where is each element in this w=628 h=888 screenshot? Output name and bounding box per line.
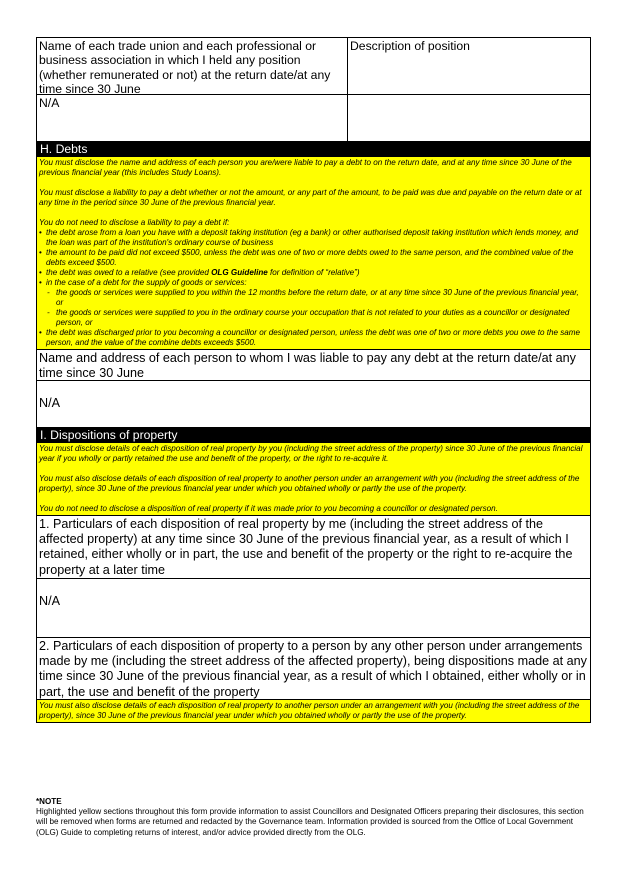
dispositions-q1-value: N/A [39, 594, 60, 608]
olg-guideline-ref: OLG Guideline [211, 268, 268, 277]
debts-dash-2: - the goods or services were supplied to you in the ordinary course your occupation that is not related to your duties as a councillor or designated person, or [39, 308, 588, 328]
debts-question: Name and address of each person to whom I was liable to pay any debt at the return date/at any time since 30 June [39, 351, 576, 381]
debts-exemption-list [39, 228, 588, 348]
debts-bullet-2: • the amount to be paid did not exceed $500, unless the debt was one of two or more debts owed to the same person, and the combined value of the debts exceed $500. [39, 248, 588, 268]
footnote-title: *NOTE [36, 797, 62, 806]
dispositions-note-p3: You do not need to disclose a disposition of real property if it was made prior to you becoming a councillor or designated person. [39, 504, 498, 513]
debts-question-row [36, 350, 591, 381]
dispositions-guidance-note [37, 443, 590, 515]
dispositions-final-note: You must also disclose details of each disposition of real property to another person under an arrangement with you (including the street address of the property), since 30 June of the previous financial year under which you obtained wholly or partly the use of the property. [37, 700, 590, 722]
footnote-text: Highlighted yellow sections throughout this form provide information to assist Councillors and Designated Officers preparing their disclosures, this section will be removed when forms are returned and redacted by the Governance team. Information provided is sourced from the Office of Local Government (OLG) Guide to completing returns of interest, and/or advice provided directly from the OLG. [36, 807, 584, 837]
debts-bullet-1: • the debt arose from a loan you have with a deposit taking institution (eg a bank) or other authorised deposit taking institution which lends money, and the loan was part of the institution's ordinary course of business [39, 228, 588, 248]
dispositions-note-p2: You must also disclose details of each disposition of real property to another person under an arrangement with you (including the street address of the property), since 30 June of the previous financial year under which you obtained wholly or partly the use of the property. [39, 474, 580, 493]
dispositions-final-note-row [36, 700, 591, 723]
debts-guidance-note [37, 157, 590, 349]
union-value-row [36, 95, 591, 142]
dispositions-section [36, 428, 591, 516]
union-col2-header: Description of position [350, 39, 470, 53]
footnote [36, 797, 596, 838]
debts-value: N/A [39, 396, 60, 410]
debts-section [36, 142, 591, 350]
dispositions-heading: I. Dispositions of property [37, 428, 590, 443]
debts-bullet-3: • the debt was owed to a relative (see provided OLG Guideline for definition of “relative”) [39, 268, 588, 278]
dispositions-q2: 2. Particulars of each disposition of property to a person by any other person under arrangements made by me (including the street address of the affected property), being dispositions made at any time since 30 June of the previous financial year, as a result of which I obtained, either wholly or in part, the use and benefit of the property [39, 639, 587, 699]
union-header-row [36, 37, 591, 95]
debts-note-p2: You must disclose a liability to pay a debt whether or not the amount, or any part of the amount, to be paid was due and payable on the return date or at any time in the period since 30 June of the previous financial year. [39, 188, 582, 207]
debts-note-p3: You do not need to disclose a liability to pay a debt if: [39, 218, 230, 227]
debts-heading: H. Debts [37, 142, 590, 157]
dispositions-q2-row [36, 638, 591, 700]
union-position-value [348, 95, 590, 141]
union-col1-header: Name of each trade union and each professional or business association in which I held any position (whether remunerated or not) at the return date/at any time since 30 June [37, 38, 348, 94]
dispositions-q1: 1. Particulars of each disposition of real property by me (including the street address of the affected property) at any time since 30 June of the previous financial year, as a result of which I retained, either wholly or in part, the use and benefit of the property or the right to re-acquire the property at a later time [39, 517, 573, 577]
dispositions-note-p1: You must disclose details of each disposition of real property by you (including the street address of the property) since 30 June of the previous financial year if you wholly or partly retained the use and benefit of the property, or the right to re-acquire it. [39, 444, 583, 463]
disclosure-form [36, 37, 591, 723]
debts-dash-1: - the goods or services were supplied to you within the 12 months before the return date, or at any time since 30 June of the previous financial year, or [39, 288, 588, 308]
dispositions-q1-value-row [36, 579, 591, 638]
union-value: N/A [37, 95, 348, 141]
debts-bullet-4: • in the case of a debt for the supply of goods or services: [39, 278, 588, 288]
debts-value-row [36, 381, 591, 428]
debts-note-p1: You must disclose the name and address of each person you are/were liable to pay a debt to on the return date, and at any time since 30 June of the previous financial year (this includes Study Loans). [39, 158, 572, 177]
debts-bullet-5: • the debt was discharged prior to you becoming a councillor or designated person, unless the debt was one of two or more debts you owe to the same person, and the value of the combine debts exceeds $500. [39, 328, 588, 348]
dispositions-q1-row [36, 516, 591, 579]
